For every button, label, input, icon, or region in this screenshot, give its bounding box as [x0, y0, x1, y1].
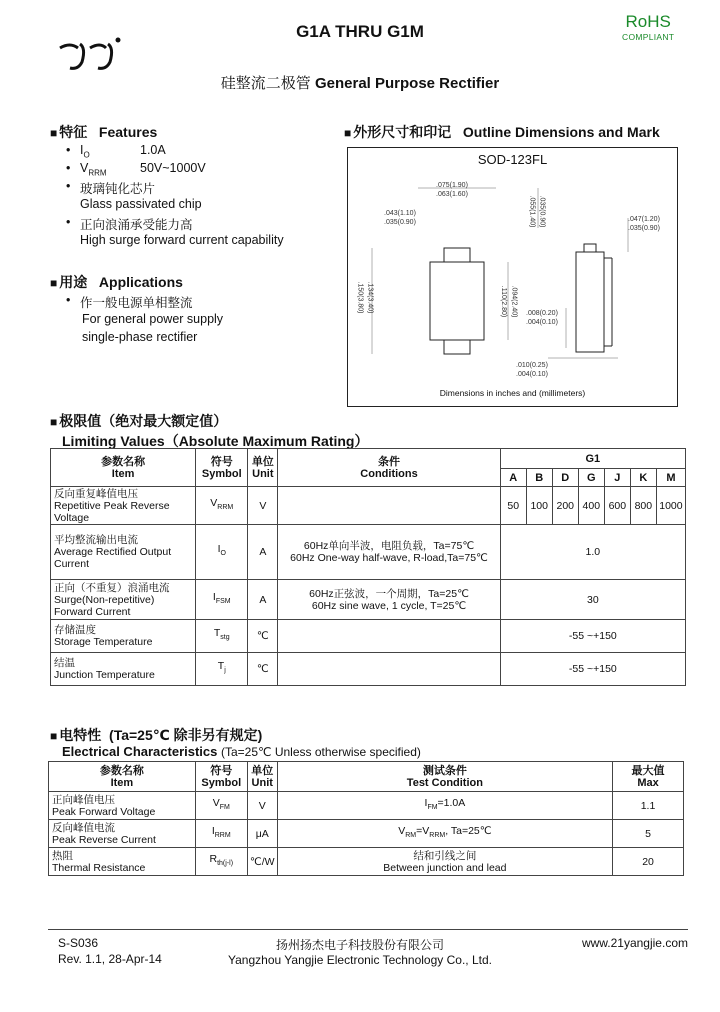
dim-label: .110(2.80) — [500, 285, 508, 318]
grade-k: K — [630, 469, 656, 487]
footer-revision: Rev. 1.1, 28-Apr-14 — [58, 952, 162, 966]
grade-g: G — [578, 469, 604, 487]
document-title: G1A THRU G1M — [296, 22, 424, 41]
dim-label: .004(0.10) — [516, 371, 548, 378]
feature-vrrm-value: 50V~1000V — [140, 161, 206, 175]
table-row: 平均整流输出电流 Average Rectified Output Current $I_O$ A 60Hz单向半波，电阻负载，Ta=75℃ 60Hz One-way half-wave, R-load,Ta=75℃ 1.0 — [51, 525, 686, 580]
dim-label: .075(1.90) — [436, 182, 468, 189]
grade-b: B — [526, 469, 552, 487]
feature-io: • $I_O$ 1.0A — [66, 143, 166, 160]
features-heading-cn: 特征 — [59, 124, 88, 140]
table-row: 正向（不重复）浪涌电流 Surge(Non-repetitive) Forward Current $I_{FSM}$ A 60Hz正弦波，一个周期，Ta=25℃ 60Hz sine wave, 1 cycle, T=25℃ 30 — [51, 580, 686, 620]
table-row: 正向峰值电压 Peak Forward Voltage $V_{FM}$ V $I_{FM}=1.0A$ 1.1 — [49, 792, 684, 820]
outline-heading: ■ 外形尺寸和印记 Outline Dimensions and Mark — [344, 124, 660, 140]
application-cn: • 作一般电源单相整流 — [66, 293, 193, 310]
dim-label: .035(0.90) — [538, 195, 546, 228]
dim-label: .134(3.40) — [366, 281, 374, 314]
table-header-row — [51, 449, 686, 469]
dim-label: .150(3.80) — [356, 281, 364, 314]
limiting-values-table — [50, 448, 686, 686]
limiting-heading-cn: ■ 极限值（绝对最大额定值） — [50, 413, 228, 429]
rohs-badge — [622, 12, 674, 42]
col-conditions: 条件 Conditions — [278, 449, 500, 487]
feature-glass-cn: • 玻璃钝化芯片 — [66, 179, 156, 196]
rohs-label: RoHS — [625, 12, 671, 31]
dim-label: .004(0.10) — [526, 319, 558, 326]
footer-divider — [48, 929, 688, 930]
package-name: SOD-123FL — [477, 152, 548, 167]
dim-label: .043(1.10) — [384, 210, 416, 217]
feature-surge-cn: • 正向浪涌承受能力高 — [66, 215, 193, 232]
dim-label: .008(0.20) — [526, 310, 558, 317]
rohs-compliant: COMPLIANT — [622, 32, 675, 42]
dim-label: .035(0.90) — [628, 225, 660, 232]
table-row: 热阻 Thermal Resistance $R_{th(j-l)}$ ℃/W 结和引线之间 Between junction and lead 20 — [49, 848, 684, 876]
features-heading: ■ 特征 Features — [50, 124, 158, 140]
applications-heading: ■ 用途 Applications — [50, 274, 183, 290]
electrical-characteristics-table — [48, 761, 684, 876]
col-group: G1 — [500, 449, 685, 469]
features-heading-en: Features — [98, 124, 158, 140]
application-en-2: single-phase rectifier — [82, 330, 198, 344]
application-en-1: For general power supply — [82, 312, 224, 326]
footer-company-en: Yangzhou Yangjie Electronic Technology Co., Ltd. — [228, 953, 492, 967]
dim-label: .047(1.20) — [628, 216, 660, 223]
subtitle-cn: 硅整流二极管 — [220, 74, 311, 92]
col-item: 参数名称 Item — [51, 449, 196, 487]
feature-glass-en: Glass passivated chip — [80, 197, 202, 211]
table-header-row: 参数名称 Item 符号 Symbol 单位 Unit 测试条件 Test Condition 最大值 Max — [49, 762, 684, 792]
table-row: 存储温度 Storage Temperature $T_{stg}$ ℃ -55 ~+150 — [51, 620, 686, 653]
col-unit: 单位 Unit — [248, 449, 278, 487]
footer-website: www.21yangjie.com — [581, 936, 688, 950]
grade-m: M — [656, 469, 685, 487]
dimensions-caption: Dimensions in inches and (millimeters) — [439, 388, 586, 398]
dim-label: .094(2.40) — [510, 285, 518, 318]
table-row: 反向峰值电流 Peak Reverse Current $I_{RRM}$ μA $V_{RM}=V_{RRM}$, Ta=25℃ 5 — [49, 820, 684, 848]
dim-label: .055(1.40) — [528, 195, 536, 228]
dim-label: .010(0.25) — [516, 362, 548, 369]
col-symbol: 符号 Symbol — [196, 449, 248, 487]
grade-j: J — [604, 469, 630, 487]
feature-surge-en: High surge forward current capability — [80, 233, 284, 247]
limiting-heading-en: Limiting Values（Absolute Maximum Rating） — [62, 433, 369, 449]
footer-company-cn: 扬州扬杰电子科技股份有限公司 — [275, 938, 444, 952]
footer-code: S-S036 — [58, 936, 99, 950]
document-subtitle — [0, 72, 720, 93]
table-row: 结温 Junction Temperature $T_j$ ℃ -55 ~+150 — [51, 653, 686, 686]
outline-drawing-box — [347, 147, 678, 407]
package-outline-drawing — [348, 148, 677, 406]
electrical-heading-en: Electrical Characteristics (Ta=25℃ Unless otherwise specified) — [62, 744, 421, 759]
electrical-heading-cn: ■ 电特性 (Ta=25℃ 除非另有规定) — [50, 727, 263, 743]
grade-d: D — [552, 469, 578, 487]
grade-a: A — [500, 469, 526, 487]
dim-label: .063(1.60) — [436, 191, 468, 198]
table-row: 反向重复峰值电压 Repetitive Peak Reverse Voltage $V_{RRM}$ V 50 100 200 400 600 800 1000 — [51, 487, 686, 525]
subtitle-en: General Purpose Rectifier — [314, 75, 500, 92]
feature-vrrm: • $V_{RRM}$ 50V~1000V — [66, 161, 206, 178]
feature-io-value: 1.0A — [140, 143, 166, 157]
dim-label: .035(0.90) — [384, 219, 416, 226]
